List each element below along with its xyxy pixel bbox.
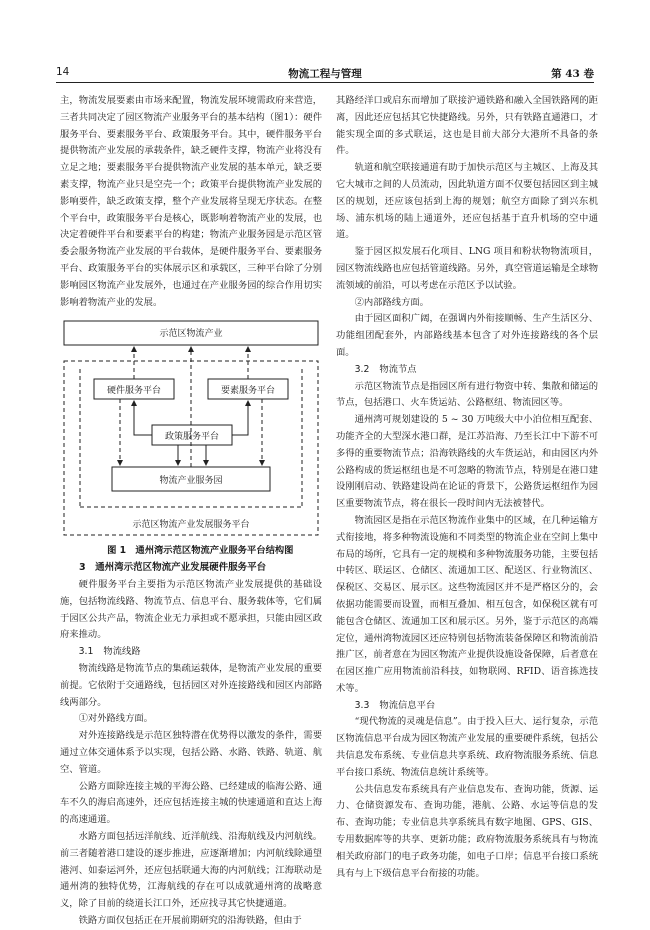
paragraph: 物流线路是物流节点的集疏运载体，是物流产业发展的重要前提。它依附于交通路线，包括园区对外连接路线和园区内部路线两部分。 [60, 662, 322, 708]
paragraph: 水路方面包括远洋航线、近洋航线、沿海航线及内河航线。前三者随着港口建设的逐步推进，应逐渐增加；内河航线除通望港河、如泰运河外，还应包括联通大海的内河航线；江海联动是通州湾的独特优势，江海航线的存在可以成就通州湾的战略意义，除了目前的绕道长江口外，还应找寻其它快捷通道。 [60, 830, 322, 910]
journal-title: 物流工程与管理 [288, 68, 362, 80]
page-header [56, 64, 594, 83]
paragraph: 轨道和航空联接通道有助于加快示范区与主城区、上海及其它大城市之间的人员流动，因此轨道方面不仅要包括园区到主城区的规划，还应该包括到上海的规划；航空方面除了到兴东机场、浦东机场的陆上通道外，还应包括基于直升机场的空中通道。 [336, 162, 598, 241]
paragraph: 通州湾可规划建设的 5 ~ 30 万吨级大中小泊位相互配套、功能齐全的大型深水港口群，是江苏沿海、乃至长江中下游不可多得的重要物流节点；沿海铁路线的火车货运站，和由园区内外公路构成的货运枢纽也是不可忽略的物流节点，特别是在港口建设刚刚启动、铁路建设尚在论证的背景下，公路货运枢纽作为园区重要物流节点，将在很长一段时间内无法被替代。 [336, 414, 598, 510]
factor-box-label: 要素服务平台 [220, 386, 275, 397]
subsection-title: 物流节点 [379, 363, 417, 375]
paragraph: 鉴于园区拟发展石化项目、LNG 项目和粉状物物流项目，园区物流线路也应包括管道线路。另外，真空管道运输是全球物流领域的前沿，可以考虑在示范区予以试验。 [336, 246, 598, 291]
figure-1 [60, 317, 322, 539]
paragraph: 公路方面除连接主城的平海公路、已经建成的临海公路、通车不久的海启高速外，还应包括连接主城的快速通道和直达上海的高速通道。 [60, 780, 322, 826]
arrow-policy-to-hardware [134, 401, 152, 435]
paragraph: 其路经洋口或启东而增加了联接沪通铁路和融入全国铁路网的距离，因此还应包括其它快捷路线。另外，只有铁路直通港口，才能实现全面的多式联运，这也是目前大部分大港所不具备的条件。 [336, 95, 598, 157]
right-column [336, 93, 598, 882]
paragraph: “现代物流的灵魂是信息”。由于投入巨大、运行复杂，示范区物流信息平台成为园区物流产业发展的重要硬件系统，包括公共信息发布系统、专业信息共享系统、政府物流服务系统、信息平台接口系统、物流信息统计系统等。 [336, 716, 598, 778]
paragraph: ②内部路线方面。 [354, 296, 429, 308]
park-box-label: 物流产业服务园 [159, 476, 223, 487]
paragraph: 示范区物流节点是指园区所有进行物资中转、集散和储运的节点，包括港口、火车货运站、公路枢纽、物流园区等。 [336, 380, 598, 409]
top-box-label: 示范区物流产业 [159, 329, 223, 340]
subsection-number: 3.2 [354, 363, 370, 375]
outer-box-label: 示范区物流产业发展服务平台 [132, 520, 250, 531]
paragraph: 主，物流发展要素由市场来配置，物流发展环境需政府来营造，三者共同决定了园区物流产业服务平台的基本结构（图1）：硬件服务平台、要素服务平台、政策服务平台。其中，硬件服务平台提供物流产业发展的承载条件，缺乏硬件支撑，物流产业将没有立足之地；要素服务平台提供物流产业发展的基本单元，缺乏要素支撑，物流产业只是空壳一个；政策平台提供物流产业发展的影响要件，缺乏政策支撑，整个产业发展将呈现无序状态。在整个平台中，政策服务平台是核心，既影响着物流产业的发展，也决定着硬件平台和要素平台的构建；物流产业服务园是示范区管委会服务物流产业发展的平台载体，是硬件服务平台、要素服务平台、政策服务平台的实体展示区和承载区，三种平台除了分别影响园区物流产业发展外，也通过在产业服务园的综合作用切实影响着物流产业的发展。 [60, 95, 322, 308]
subsection-3-3-heading [336, 698, 598, 715]
hardware-box-label: 硬件服务平台 [106, 386, 161, 397]
paragraph: 硬件服务平台主要指为示范区物流产业发展提供的基础设施，包括物流线路、物流节点、信息平台、服务载体等，它们属于园区公共产品，物流企业无力承担或不愿承担，只能由园区政府来推动。 [60, 578, 322, 641]
left-column [60, 93, 322, 930]
paragraph: 对外连接路线是示范区独特潜在优势得以激发的条件，需要通过立体交通体系予以实现，包括公路、水路、铁路、轨道、航空、管道。 [60, 730, 322, 775]
paragraph: 物流园区是指在示范区物流作业集中的区域，在几种运输方式衔接地，将多种物流设施和不同类型的物流企业在空间上集中布局的场所，它具有一定的规模和多种物流服务功能，主要包括中转区、联运区、仓储区、流通加工区、配送区、行业物流区、保税区、交易区、展示区。这些物流园区并不是严格区分的，会依据功能需要而设置，而相互叠加、相互包含，如保税区就有可能包含仓储区、流通加工区和展示区。另外，鉴于示范区的高端定位，通州湾物流园区还应特别包括物流装备保障区和物流前沿推广区，前者意在为园区物流产业提供设施设备保障，后者意在在园区推广应用物流前沿科技，如物联网、RFID、语音拣选技术等。 [336, 514, 598, 694]
page-number: 14 [56, 66, 70, 78]
platform-structure-diagram [60, 317, 322, 539]
subsection-number: 3.1 [78, 646, 94, 658]
volume-label: 第 43 卷 [551, 68, 594, 80]
paragraph: 公共信息发布系统具有产业信息发布、查询功能，货源、运力、仓储资源发布、查询功能，港航、公路、水运等信息的发布、查询功能；专业信息共享系统具有数字地图、GPS、GIS、专用数据库等的共享、更新功能；政府物流服务系统具有与物流相关政府部门的电子政务功能，如电子口岸；信息平台接口系统具有与上下级信息平台衔接的功能。 [336, 783, 598, 879]
subsection-3-1-heading [60, 644, 322, 661]
paragraph: 由于园区面积广阔，在强调内外衔接顺畅、生产生活区分、功能组团配套外，内部路线基本包含了对外连接路线的各个层面。 [336, 313, 598, 358]
section-3-heading: 3 通州湾示范区物流产业发展硬件服务平台 [79, 562, 267, 574]
arrow-policy-to-factor [232, 401, 248, 435]
paragraph: 铁路方面仅包括正在开展前期研究的沿海铁路，但由于 [78, 914, 302, 926]
policy-box-label: 政策服务平台 [164, 432, 219, 443]
subsection-3-2-heading [336, 362, 598, 379]
subsection-number: 3.3 [354, 699, 370, 711]
paragraph: ①对外路线方面。 [78, 713, 153, 725]
figure-caption: 图 1 通州湾示范区物流产业服务平台结构图 [107, 545, 294, 557]
subsection-title: 物流信息平台 [379, 699, 436, 711]
subsection-title: 物流线路 [103, 646, 141, 658]
